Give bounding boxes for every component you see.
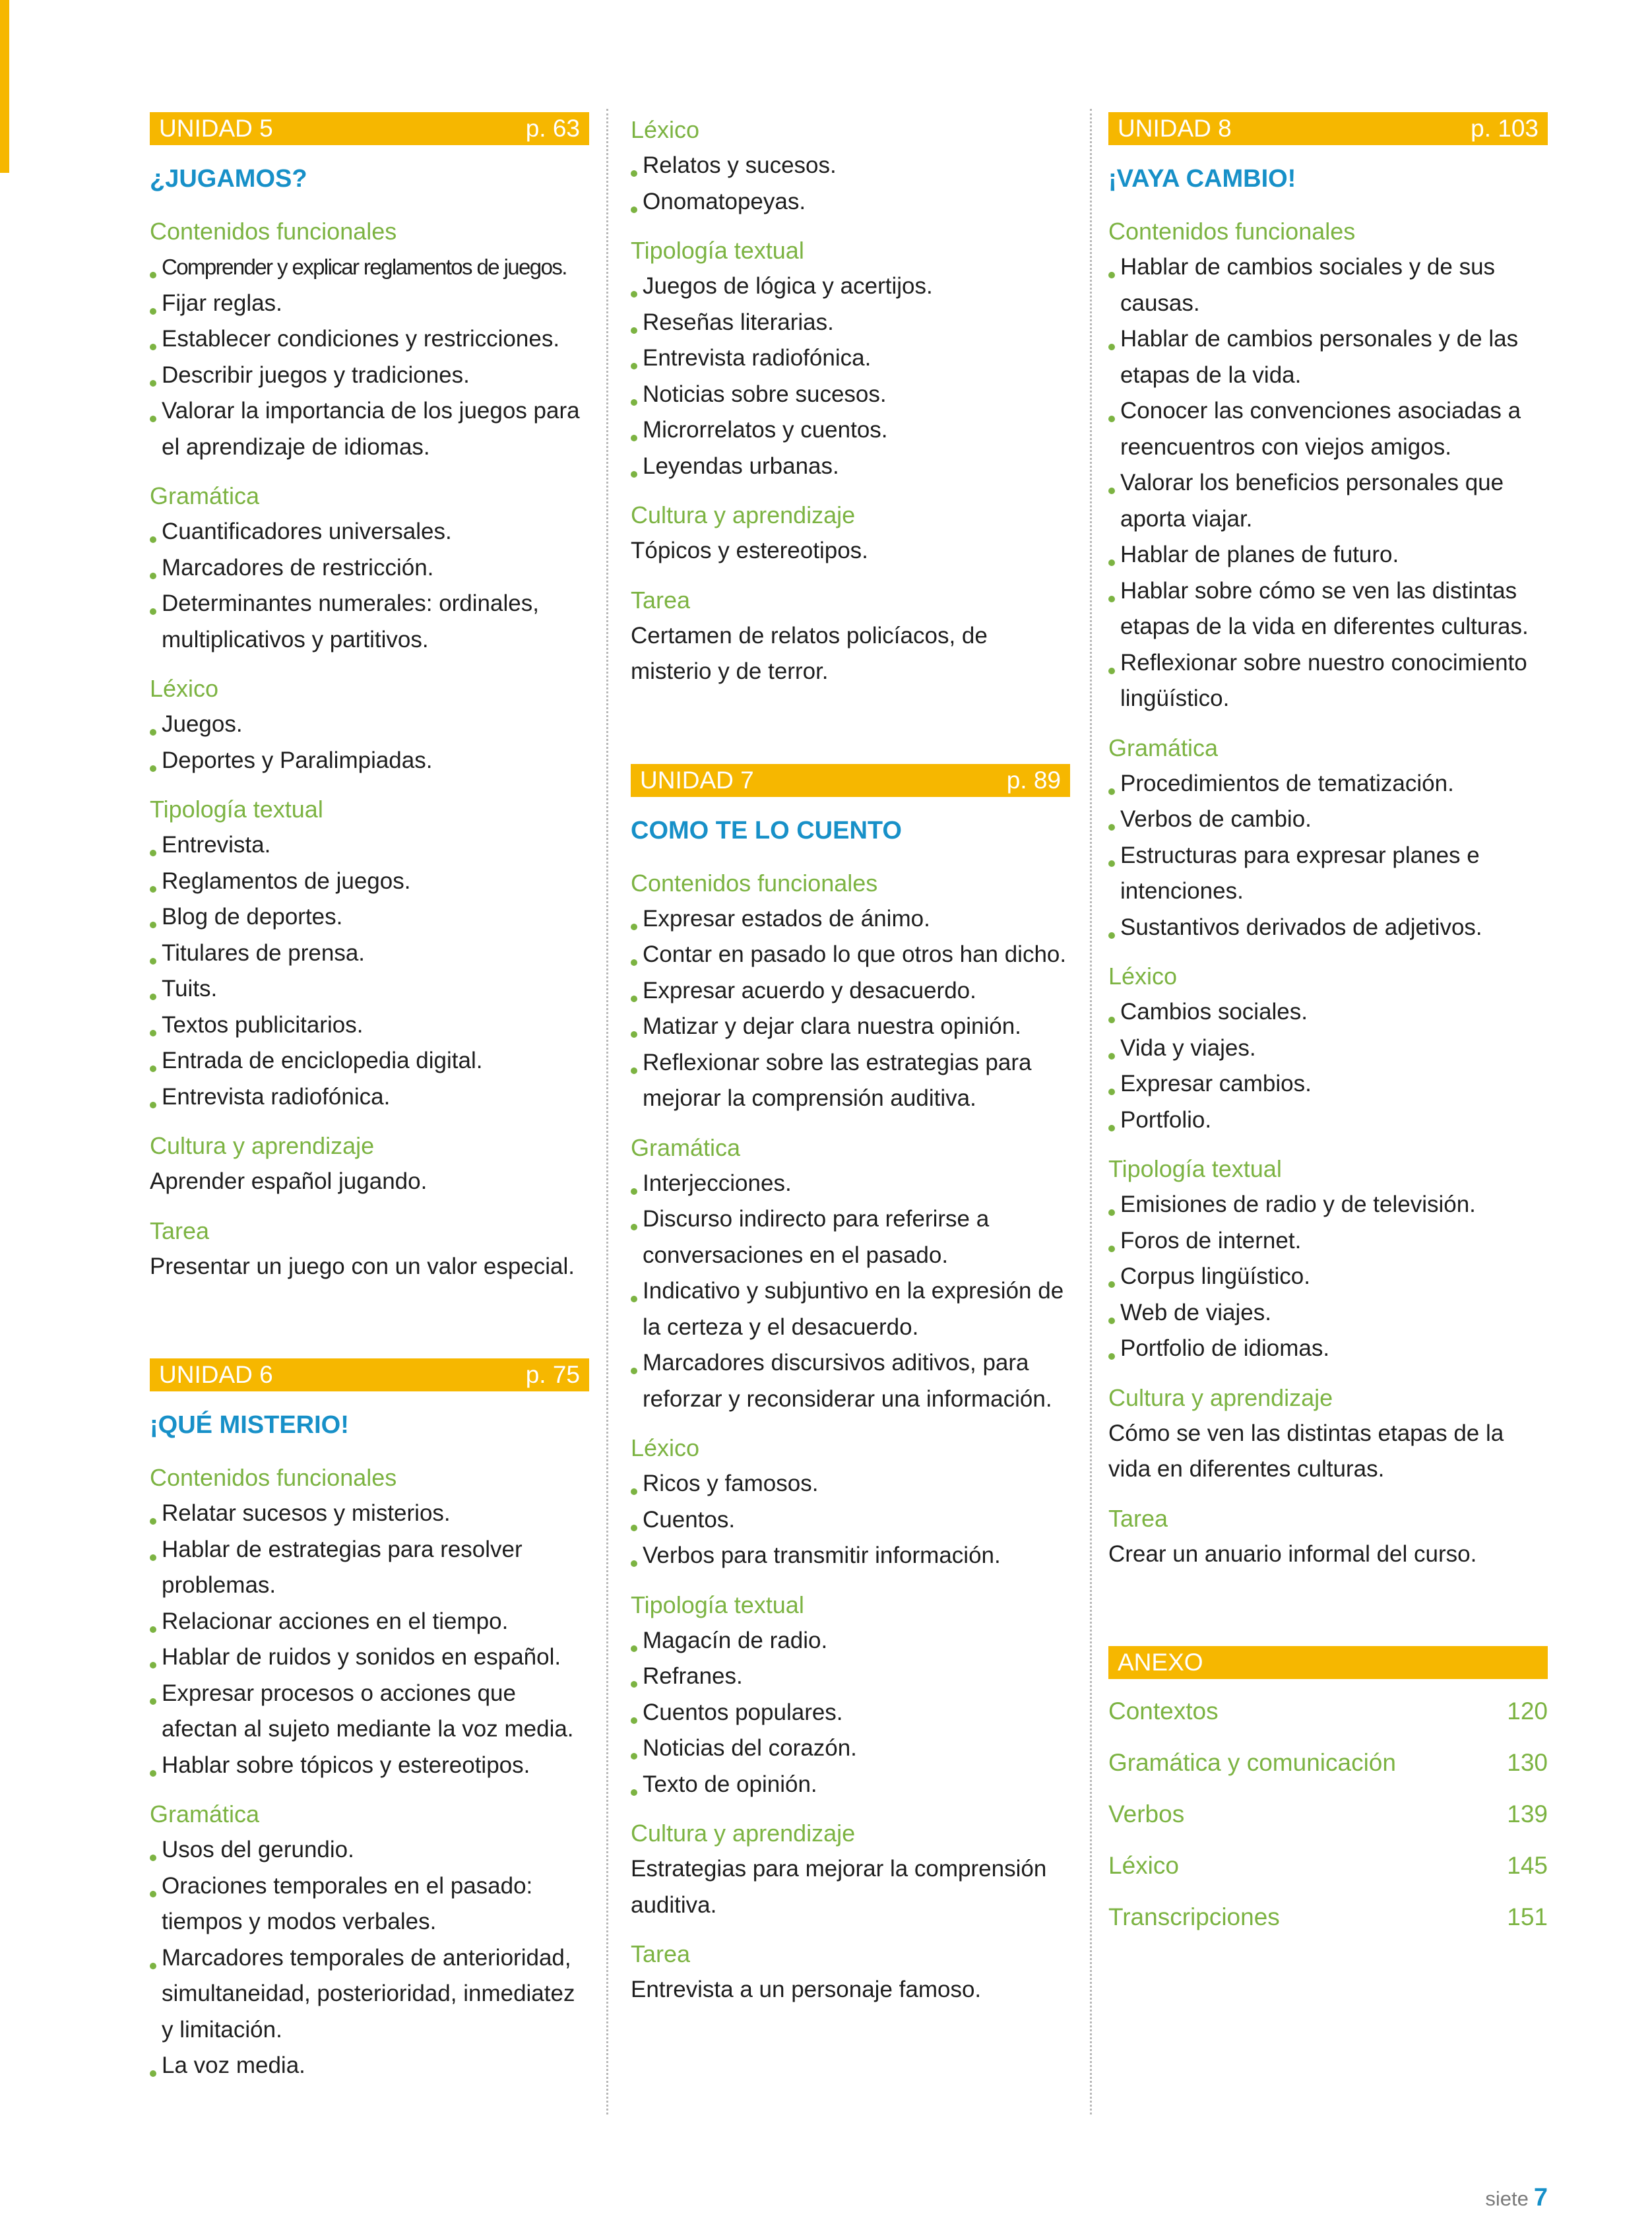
section-tarea bbox=[631, 1936, 1070, 2008]
list-item: Relatos y sucesos. bbox=[631, 148, 1070, 184]
unit-page: p. 75 bbox=[525, 1361, 580, 1388]
section-heading: Cultura y aprendizaje bbox=[150, 1132, 375, 1159]
section-gramatica bbox=[150, 1796, 589, 2084]
section-contenidos bbox=[1108, 214, 1548, 717]
section-text: Certamen de relatos policíacos, de misterio y de terror. bbox=[631, 622, 988, 684]
unit-label: UNIDAD 6 bbox=[159, 1361, 273, 1388]
section-heading: Tipología textual bbox=[1108, 1155, 1282, 1182]
page-number-word: siete bbox=[1485, 2187, 1529, 2210]
list-item: Fijar reglas. bbox=[150, 286, 589, 322]
section-tarea bbox=[1108, 1501, 1548, 1573]
unit-6-continued bbox=[631, 112, 1070, 690]
page-footer bbox=[1485, 2184, 1548, 2212]
list-item: Interjecciones. bbox=[631, 1166, 1070, 1202]
section-heading: Cultura y aprendizaje bbox=[1108, 1383, 1333, 1411]
list-item: Juegos. bbox=[150, 707, 589, 743]
list-item: Emisiones de radio y de televisión. bbox=[1108, 1187, 1548, 1223]
list-item: Contar en pasado lo que otros han dicho. bbox=[631, 937, 1070, 973]
list-item: Procedimientos de tematización. bbox=[1108, 766, 1548, 802]
unit-label: UNIDAD 8 bbox=[1118, 115, 1232, 142]
annex-entry-page: 139 bbox=[1507, 1800, 1548, 1827]
list-item: Describir juegos y tradiciones. bbox=[150, 358, 589, 394]
unit-label: UNIDAD 5 bbox=[159, 115, 273, 142]
section-heading: Tipología textual bbox=[150, 796, 323, 823]
unit-page: p. 89 bbox=[1006, 766, 1061, 794]
section-heading: Léxico bbox=[150, 675, 219, 702]
list-item: Cambios sociales. bbox=[1108, 994, 1548, 1031]
section-heading: Tipología textual bbox=[631, 237, 804, 264]
page-number: 7 bbox=[1533, 2184, 1548, 2211]
list-item: Matizar y dejar clara nuestra opinión. bbox=[631, 1009, 1070, 1045]
section-heading: Tarea bbox=[150, 1217, 210, 1244]
list-item: Hablar de cambios sociales y de sus causas. bbox=[1108, 249, 1548, 321]
list-item: Reseñas literarias. bbox=[631, 305, 1070, 341]
section-heading: Gramática bbox=[1108, 734, 1219, 761]
list-item: Juegos de lógica y acertijos. bbox=[631, 269, 1070, 305]
annex-entry-name: Gramática y comunicación bbox=[1108, 1749, 1396, 1776]
list-item: Sustantivos derivados de adjetivos. bbox=[1108, 910, 1548, 946]
list-item: Reglamentos de juegos. bbox=[150, 864, 589, 900]
unit-page: p. 103 bbox=[1471, 115, 1539, 142]
annex-entry[interactable] bbox=[1108, 1789, 1548, 1840]
list-item: Leyendas urbanas. bbox=[631, 449, 1070, 485]
section-lexico bbox=[150, 671, 589, 778]
list-item: Determinantes numerales: ordinales, multiplicativos y partitivos. bbox=[150, 586, 589, 658]
list-item: Portfolio. bbox=[1108, 1102, 1548, 1139]
annex bbox=[1108, 1646, 1548, 1943]
list-item: Cuantificadores universales. bbox=[150, 514, 589, 550]
list-item: Relatar sucesos y misterios. bbox=[150, 1496, 589, 1532]
list-item: Web de viajes. bbox=[1108, 1295, 1548, 1331]
list-item: Cuentos. bbox=[631, 1502, 1070, 1539]
list-item: Discurso indirecto para referirse a conversaciones en el pasado. bbox=[631, 1201, 1070, 1273]
list-item: Establecer condiciones y restricciones. bbox=[150, 321, 589, 358]
unit-page: p. 63 bbox=[525, 115, 580, 142]
unit-header-bar bbox=[150, 112, 589, 145]
list-item: Refranes. bbox=[631, 1659, 1070, 1695]
section-text: Crear un anuario informal del curso. bbox=[1108, 1541, 1477, 1567]
list-item: Portfolio de idiomas. bbox=[1108, 1331, 1548, 1367]
section-lexico bbox=[1108, 959, 1548, 1138]
section-heading: Léxico bbox=[631, 1434, 700, 1461]
list-item: Verbos para transmitir información. bbox=[631, 1538, 1070, 1574]
section-heading: Tarea bbox=[1108, 1504, 1168, 1532]
column-divider bbox=[1090, 109, 1092, 2114]
section-text: Estrategias para mejorar la comprensión auditiva. bbox=[631, 1856, 1047, 1918]
list-item: Foros de internet. bbox=[1108, 1223, 1548, 1259]
annex-entry-page: 130 bbox=[1507, 1749, 1548, 1776]
list-item: Valorar los beneficios personales que aporta viajar. bbox=[1108, 465, 1548, 537]
list-item: Oraciones temporales en el pasado: tiempos y modos verbales. bbox=[150, 1868, 589, 1940]
annex-entry-page: 120 bbox=[1507, 1698, 1548, 1725]
list-item: Expresar acuerdo y desacuerdo. bbox=[631, 973, 1070, 1009]
list-item: Valorar la importancia de los juegos para el aprendizaje de idiomas. bbox=[150, 393, 589, 465]
list-item: Hablar sobre cómo se ven las distintas etapas de la vida en diferentes culturas. bbox=[1108, 573, 1548, 645]
list-item: Blog de deportes. bbox=[150, 899, 589, 936]
list-item: Entrevista. bbox=[150, 827, 589, 864]
section-text: Entrevista a un personaje famoso. bbox=[631, 1977, 982, 2002]
list-item: Relacionar acciones en el tiempo. bbox=[150, 1604, 589, 1640]
list-item: Noticias sobre sucesos. bbox=[631, 377, 1070, 413]
section-tipologia bbox=[631, 1587, 1070, 1803]
section-heading: Contenidos funcionales bbox=[631, 869, 878, 897]
section-gramatica bbox=[1108, 730, 1548, 946]
column-middle bbox=[631, 112, 1070, 2008]
list-item: Expresar cambios. bbox=[1108, 1066, 1548, 1102]
unit-header-bar bbox=[631, 764, 1070, 797]
list-item: Corpus lingüístico. bbox=[1108, 1259, 1548, 1295]
unit-8 bbox=[1108, 112, 1548, 1572]
section-heading: Cultura y aprendizaje bbox=[631, 1820, 856, 1847]
section-heading: Tarea bbox=[631, 586, 691, 614]
list-item: Marcadores de restricción. bbox=[150, 550, 589, 587]
annex-entry-page: 151 bbox=[1507, 1903, 1548, 1930]
list-item: Microrrelatos y cuentos. bbox=[631, 412, 1070, 449]
list-item: Hablar de planes de futuro. bbox=[1108, 537, 1548, 573]
section-gramatica bbox=[150, 478, 589, 658]
list-item: Noticias del corazón. bbox=[631, 1731, 1070, 1767]
section-cultura bbox=[631, 497, 1070, 569]
section-heading: Léxico bbox=[631, 116, 700, 143]
section-text: Aprender español jugando. bbox=[150, 1168, 428, 1194]
list-item: Tuits. bbox=[150, 971, 589, 1007]
annex-entry[interactable] bbox=[1108, 1840, 1548, 1891]
list-item: Hablar sobre tópicos y estereotipos. bbox=[150, 1748, 589, 1784]
list-item: Entrevista radiofónica. bbox=[150, 1079, 589, 1116]
section-contenidos bbox=[150, 1460, 589, 1783]
section-heading: Gramática bbox=[631, 1133, 741, 1161]
annex-entry-page: 145 bbox=[1507, 1852, 1548, 1879]
section-cultura bbox=[150, 1128, 589, 1200]
list-item: Expresar procesos o acciones que afectan al sujeto mediante la voz media. bbox=[150, 1676, 589, 1748]
unit-7 bbox=[631, 764, 1070, 2008]
list-item: La voz media. bbox=[150, 2048, 589, 2084]
list-item: Comprender y explicar reglamentos de juegos. bbox=[150, 249, 589, 286]
annex-entry-name: Transcripciones bbox=[1108, 1903, 1280, 1930]
unit-title: ¿JUGAMOS? bbox=[150, 165, 307, 193]
section-contenidos bbox=[150, 214, 589, 465]
section-lexico bbox=[631, 112, 1070, 220]
list-item: Entrada de enciclopedia digital. bbox=[150, 1043, 589, 1079]
section-text: Cómo se ven las distintas etapas de la vida en diferentes culturas. bbox=[1108, 1420, 1504, 1482]
list-item: Textos publicitarios. bbox=[150, 1007, 589, 1044]
annex-entry-name: Léxico bbox=[1108, 1852, 1179, 1879]
section-tarea bbox=[150, 1213, 589, 1285]
list-item: Vida y viajes. bbox=[1108, 1031, 1548, 1067]
section-heading: Contenidos funcionales bbox=[150, 218, 397, 245]
section-heading: Gramática bbox=[150, 1800, 260, 1827]
section-heading: Gramática bbox=[150, 482, 260, 509]
section-heading: Contenidos funcionales bbox=[1108, 218, 1356, 245]
annex-entry-name: Contextos bbox=[1108, 1698, 1219, 1725]
section-tipologia bbox=[631, 233, 1070, 484]
list-item: Hablar de cambios personales y de las etapas de la vida. bbox=[1108, 321, 1548, 393]
list-item: Reflexionar sobre nuestro conocimiento lingüístico. bbox=[1108, 645, 1548, 717]
unit-header-bar bbox=[150, 1358, 589, 1391]
yellow-edge-marker bbox=[0, 0, 9, 173]
section-tipologia bbox=[150, 792, 589, 1115]
section-contenidos bbox=[631, 866, 1070, 1117]
column-divider bbox=[606, 109, 608, 2114]
section-tipologia bbox=[1108, 1151, 1548, 1367]
section-heading: Contenidos funcionales bbox=[150, 1464, 397, 1491]
list-item: Marcadores discursivos aditivos, para reforzar y reconsiderar una información. bbox=[631, 1345, 1070, 1417]
unit-title: ¡QUÉ MISTERIO! bbox=[150, 1411, 349, 1439]
section-heading: Tipología textual bbox=[631, 1591, 804, 1618]
list-item: Conocer las convenciones asociadas a reencuentros con viejos amigos. bbox=[1108, 393, 1548, 465]
unit-title: ¡VAYA CAMBIO! bbox=[1108, 165, 1296, 193]
unit-5 bbox=[150, 112, 589, 1285]
section-heading: Cultura y aprendizaje bbox=[631, 501, 856, 528]
list-item: Texto de opinión. bbox=[631, 1767, 1070, 1803]
list-item: Magacín de radio. bbox=[631, 1623, 1070, 1659]
list-item: Marcadores temporales de anterioridad, simultaneidad, posterioridad, inmediatez y limitación. bbox=[150, 1940, 589, 2049]
annex-header-bar bbox=[1108, 1646, 1548, 1679]
unit-header-bar bbox=[1108, 112, 1548, 145]
list-item: Verbos de cambio. bbox=[1108, 802, 1548, 838]
column-left bbox=[150, 112, 589, 2084]
list-item: Hablar de estrategias para resolver problemas. bbox=[150, 1532, 589, 1604]
section-lexico bbox=[631, 1430, 1070, 1574]
annex-entry[interactable] bbox=[1108, 1686, 1548, 1737]
list-item: Expresar estados de ánimo. bbox=[631, 901, 1070, 937]
unit-label: UNIDAD 7 bbox=[640, 766, 754, 794]
annex-entry[interactable] bbox=[1108, 1737, 1548, 1789]
section-heading: Tarea bbox=[631, 1940, 691, 1967]
list-item: Usos del gerundio. bbox=[150, 1832, 589, 1868]
section-cultura bbox=[1108, 1380, 1548, 1488]
list-item: Estructuras para expresar planes e intenciones. bbox=[1108, 838, 1548, 910]
annex-entry-name: Verbos bbox=[1108, 1800, 1185, 1827]
annex-label: ANEXO bbox=[1118, 1649, 1203, 1676]
section-gramatica bbox=[631, 1130, 1070, 1418]
list-item: Deportes y Paralimpiadas. bbox=[150, 743, 589, 779]
list-item: Reflexionar sobre las estrategias para mejorar la comprensión auditiva. bbox=[631, 1045, 1070, 1117]
section-tarea bbox=[631, 583, 1070, 690]
list-item: Onomatopeyas. bbox=[631, 184, 1070, 220]
unit-title: COMO TE LO CUENTO bbox=[631, 816, 902, 844]
annex-entry[interactable] bbox=[1108, 1891, 1548, 1943]
list-item: Hablar de ruidos y sonidos en español. bbox=[150, 1639, 589, 1676]
list-item: Entrevista radiofónica. bbox=[631, 340, 1070, 377]
list-item: Titulares de prensa. bbox=[150, 936, 589, 972]
list-item: Indicativo y subjuntivo en la expresión de la certeza y el desacuerdo. bbox=[631, 1273, 1070, 1345]
list-item: Ricos y famosos. bbox=[631, 1466, 1070, 1502]
section-text: Tópicos y estereotipos. bbox=[631, 538, 868, 563]
section-cultura bbox=[631, 1816, 1070, 1923]
section-heading: Léxico bbox=[1108, 963, 1178, 990]
unit-6 bbox=[150, 1358, 589, 2084]
list-item: Cuentos populares. bbox=[631, 1695, 1070, 1731]
column-right bbox=[1108, 112, 1548, 1943]
section-text: Presentar un juego con un valor especial. bbox=[150, 1253, 575, 1279]
